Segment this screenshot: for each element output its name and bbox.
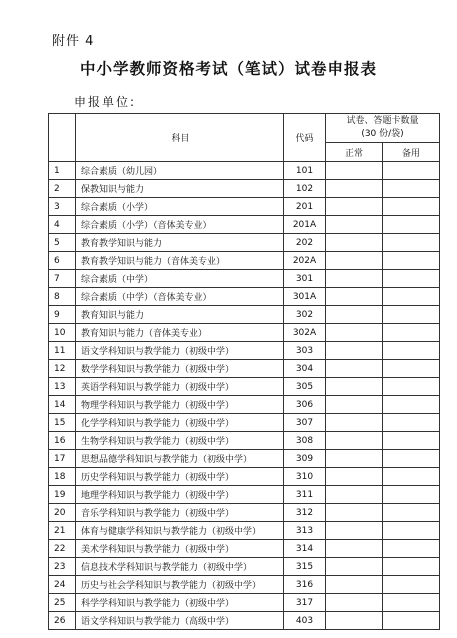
row-number: 24 <box>49 576 76 594</box>
row-subject: 综合素质（幼儿园） <box>76 162 284 180</box>
table-row <box>49 540 440 558</box>
row-subject: 思想品德学科知识与教学能力（初级中学） <box>76 450 284 468</box>
row-code: 310 <box>284 468 326 486</box>
row-code: 313 <box>284 522 326 540</box>
row-subject: 英语学科知识与教学能力（初级中学） <box>76 378 284 396</box>
row-normal-quantity-input[interactable] <box>326 324 383 342</box>
row-code: 304 <box>284 360 326 378</box>
row-normal-quantity-input[interactable] <box>326 288 383 306</box>
row-spare-quantity-input[interactable] <box>383 324 440 342</box>
row-normal-quantity-input[interactable] <box>326 270 383 288</box>
row-normal-quantity-input[interactable] <box>326 342 383 360</box>
row-subject: 历史学科知识与教学能力（初级中学） <box>76 468 284 486</box>
row-spare-quantity-input[interactable] <box>383 522 440 540</box>
table-row <box>49 468 440 486</box>
row-number: 9 <box>49 306 76 324</box>
row-code: 301 <box>284 270 326 288</box>
table-row <box>49 450 440 468</box>
row-normal-quantity-input[interactable] <box>326 540 383 558</box>
row-normal-quantity-input[interactable] <box>326 234 383 252</box>
row-spare-quantity-input[interactable] <box>383 504 440 522</box>
row-subject: 综合素质（中学）（音体美专业） <box>76 288 284 306</box>
table-row <box>49 594 440 612</box>
row-subject: 物理学科知识与教学能力（初级中学） <box>76 396 284 414</box>
row-code: 308 <box>284 432 326 450</box>
row-number: 13 <box>49 378 76 396</box>
header-number <box>49 114 76 162</box>
row-subject: 体育与健康学科知识与教学能力（初级中学） <box>76 522 284 540</box>
row-subject: 音乐学科知识与教学能力（初级中学） <box>76 504 284 522</box>
row-number: 15 <box>49 414 76 432</box>
row-code: 306 <box>284 396 326 414</box>
row-normal-quantity-input[interactable] <box>326 198 383 216</box>
row-spare-quantity-input[interactable] <box>383 180 440 198</box>
row-subject: 地理学科知识与教学能力（初级中学） <box>76 486 284 504</box>
row-spare-quantity-input[interactable] <box>383 450 440 468</box>
row-code: 302A <box>284 324 326 342</box>
row-subject: 综合素质（小学）（音体美专业） <box>76 216 284 234</box>
row-number: 8 <box>49 288 76 306</box>
table-row <box>49 522 440 540</box>
header-quantity-line1: 试卷、答题卡数量 <box>346 116 419 126</box>
table-header-row <box>49 114 440 143</box>
row-code: 301A <box>284 288 326 306</box>
table-row <box>49 360 440 378</box>
table-row <box>49 252 440 270</box>
row-number: 20 <box>49 504 76 522</box>
row-normal-quantity-input[interactable] <box>326 162 383 180</box>
row-normal-quantity-input[interactable] <box>326 216 383 234</box>
table-row <box>49 486 440 504</box>
document-title: 中小学教师资格考试（笔试）试卷申报表 <box>79 59 377 78</box>
row-spare-quantity-input[interactable] <box>383 216 440 234</box>
row-subject: 生物学科知识与教学能力（初级中学） <box>76 432 284 450</box>
row-number: 26 <box>49 612 76 630</box>
row-code: 201A <box>284 216 326 234</box>
row-number: 19 <box>49 486 76 504</box>
reporting-unit-label: 申报单位: <box>74 95 137 109</box>
row-number: 22 <box>49 540 76 558</box>
row-subject: 教育教学知识与能力（音体美专业） <box>76 252 284 270</box>
table-row <box>49 198 440 216</box>
row-spare-quantity-input[interactable] <box>383 432 440 450</box>
table-row <box>49 180 440 198</box>
table-row <box>49 378 440 396</box>
row-normal-quantity-input[interactable] <box>326 306 383 324</box>
row-spare-quantity-input[interactable] <box>383 342 440 360</box>
row-subject: 保教知识与能力 <box>76 180 284 198</box>
row-spare-quantity-input[interactable] <box>383 378 440 396</box>
table-row <box>49 234 440 252</box>
row-normal-quantity-input[interactable] <box>326 252 383 270</box>
row-spare-quantity-input[interactable] <box>383 486 440 504</box>
row-spare-quantity-input[interactable] <box>383 558 440 576</box>
row-normal-quantity-input[interactable] <box>326 486 383 504</box>
row-number: 4 <box>49 216 76 234</box>
row-spare-quantity-input[interactable] <box>383 234 440 252</box>
exam-paper-application-table <box>48 113 440 630</box>
row-subject: 化学学科知识与教学能力（初级中学） <box>76 414 284 432</box>
row-normal-quantity-input[interactable] <box>326 414 383 432</box>
table-row <box>49 414 440 432</box>
table-row <box>49 288 440 306</box>
row-subject: 科学学科知识与教学能力（初级中学） <box>76 594 284 612</box>
attachment-label: 附件 4 <box>52 34 95 49</box>
row-subject: 数学学科知识与教学能力（初级中学） <box>76 360 284 378</box>
row-code: 305 <box>284 378 326 396</box>
table-row <box>49 324 440 342</box>
row-code: 312 <box>284 504 326 522</box>
row-spare-quantity-input[interactable] <box>383 162 440 180</box>
row-normal-quantity-input[interactable] <box>326 432 383 450</box>
row-normal-quantity-input[interactable] <box>326 522 383 540</box>
row-code: 316 <box>284 576 326 594</box>
row-normal-quantity-input[interactable] <box>326 360 383 378</box>
row-spare-quantity-input[interactable] <box>383 414 440 432</box>
row-spare-quantity-input[interactable] <box>383 396 440 414</box>
row-normal-quantity-input[interactable] <box>326 576 383 594</box>
row-subject: 综合素质（中学） <box>76 270 284 288</box>
row-spare-quantity-input[interactable] <box>383 540 440 558</box>
row-spare-quantity-input[interactable] <box>383 198 440 216</box>
header-normal: 正常 <box>326 143 383 162</box>
row-code: 314 <box>284 540 326 558</box>
table-row <box>49 576 440 594</box>
table-row <box>49 216 440 234</box>
row-number: 25 <box>49 594 76 612</box>
row-normal-quantity-input[interactable] <box>326 450 383 468</box>
row-number: 11 <box>49 342 76 360</box>
row-number: 21 <box>49 522 76 540</box>
row-subject: 历史与社会学科知识与教学能力（初级中学） <box>76 576 284 594</box>
row-code: 101 <box>284 162 326 180</box>
row-code: 317 <box>284 594 326 612</box>
row-number: 18 <box>49 468 76 486</box>
table-row <box>49 432 440 450</box>
row-number: 16 <box>49 432 76 450</box>
row-spare-quantity-input[interactable] <box>383 576 440 594</box>
row-number: 10 <box>49 324 76 342</box>
row-normal-quantity-input[interactable] <box>326 180 383 198</box>
row-number: 6 <box>49 252 76 270</box>
row-number: 7 <box>49 270 76 288</box>
row-subject: 信息技术学科知识与教学能力（初级中学） <box>76 558 284 576</box>
table-row <box>49 270 440 288</box>
row-number: 14 <box>49 396 76 414</box>
table-row <box>49 504 440 522</box>
row-spare-quantity-input[interactable] <box>383 468 440 486</box>
header-quantity-line2: (30 份/袋) <box>361 129 404 139</box>
table-row <box>49 162 440 180</box>
header-code: 代码 <box>284 114 326 162</box>
row-code: 315 <box>284 558 326 576</box>
row-subject: 语文学科知识与教学能力（初级中学） <box>76 342 284 360</box>
row-spare-quantity-input[interactable] <box>383 360 440 378</box>
row-number: 12 <box>49 360 76 378</box>
header-spare: 备用 <box>383 143 440 162</box>
row-subject: 教育教学知识与能力 <box>76 234 284 252</box>
row-subject: 语文学科知识与教学能力（高级中学） <box>76 612 284 630</box>
row-number: 1 <box>49 162 76 180</box>
row-subject: 教育知识与能力（音体美专业） <box>76 324 284 342</box>
row-normal-quantity-input[interactable] <box>326 504 383 522</box>
row-spare-quantity-input[interactable] <box>383 252 440 270</box>
row-normal-quantity-input[interactable] <box>326 612 383 630</box>
row-number: 17 <box>49 450 76 468</box>
table-row <box>49 342 440 360</box>
row-normal-quantity-input[interactable] <box>326 378 383 396</box>
row-normal-quantity-input[interactable] <box>326 468 383 486</box>
header-subject: 科目 <box>76 114 284 162</box>
table-row <box>49 612 440 630</box>
table-row <box>49 558 440 576</box>
row-number: 2 <box>49 180 76 198</box>
row-subject: 美术学科知识与教学能力（初级中学） <box>76 540 284 558</box>
row-code: 307 <box>284 414 326 432</box>
header-quantity <box>326 114 440 143</box>
row-code: 202 <box>284 234 326 252</box>
row-code: 202A <box>284 252 326 270</box>
row-normal-quantity-input[interactable] <box>326 594 383 612</box>
table-row <box>49 396 440 414</box>
row-code: 403 <box>284 612 326 630</box>
row-subject: 综合素质（小学） <box>76 198 284 216</box>
table-row <box>49 306 440 324</box>
row-normal-quantity-input[interactable] <box>326 396 383 414</box>
row-number: 23 <box>49 558 76 576</box>
row-spare-quantity-input[interactable] <box>383 306 440 324</box>
row-normal-quantity-input[interactable] <box>326 558 383 576</box>
row-spare-quantity-input[interactable] <box>383 594 440 612</box>
row-code: 302 <box>284 306 326 324</box>
row-number: 5 <box>49 234 76 252</box>
row-code: 201 <box>284 198 326 216</box>
row-spare-quantity-input[interactable] <box>383 270 440 288</box>
row-spare-quantity-input[interactable] <box>383 612 440 630</box>
row-code: 309 <box>284 450 326 468</box>
row-code: 303 <box>284 342 326 360</box>
row-number: 3 <box>49 198 76 216</box>
row-spare-quantity-input[interactable] <box>383 288 440 306</box>
row-subject: 教育知识与能力 <box>76 306 284 324</box>
row-code: 102 <box>284 180 326 198</box>
row-code: 311 <box>284 486 326 504</box>
